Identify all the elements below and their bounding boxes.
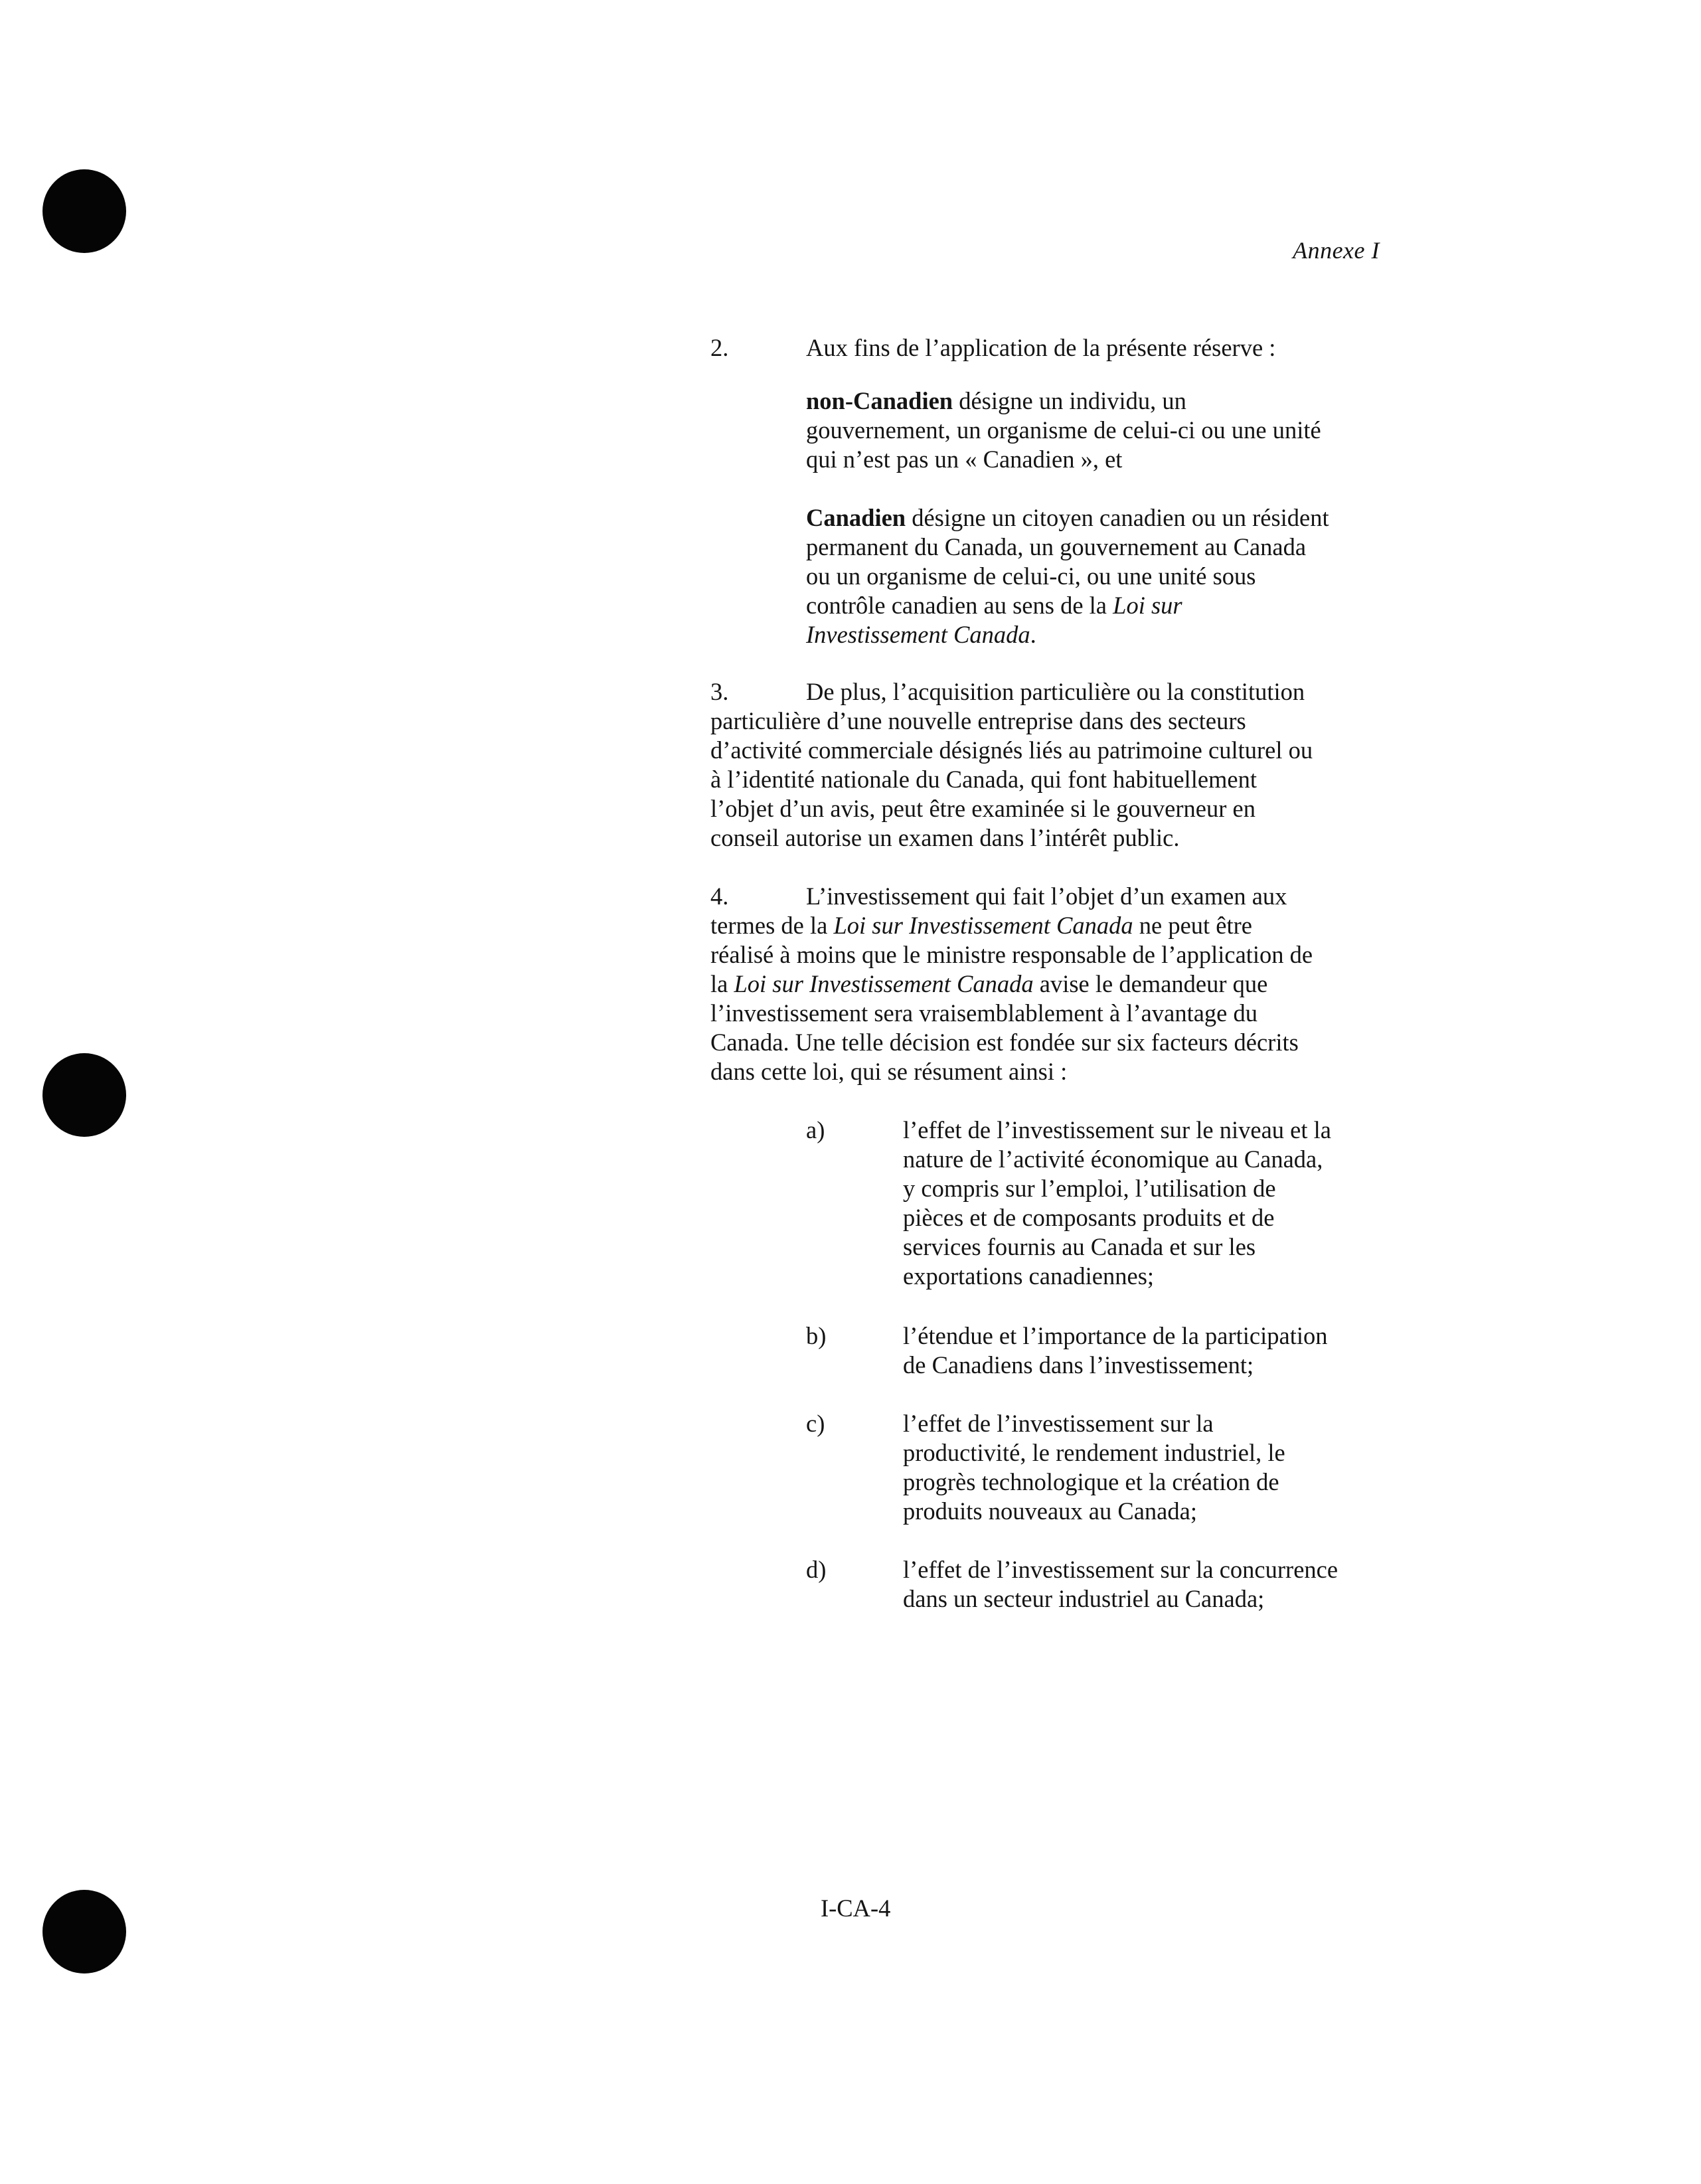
para2-number: 2.: [710, 334, 729, 361]
item-d-label: d): [806, 1556, 827, 1583]
term-canadien: Canadien: [806, 504, 906, 531]
item-c-text: l’effet de l’investissement sur la productivité, le rendement industriel, le progrès technologique et la création de produits nouveaux au Canada;: [903, 1410, 1285, 1525]
item-b-text: l’étendue et l’importance de la participation de Canadiens dans l’investissement;: [903, 1322, 1328, 1379]
annex-header: Annexe I: [1293, 237, 1380, 264]
binder-hole-bottom: [42, 1890, 126, 1974]
item-d-text: l’effet de l’investissement sur la concurrence dans un secteur industriel au Canada;: [903, 1556, 1338, 1612]
definition-non-canadien: non-Canadien désigne un individu, un gouvernement, un organisme de celui-ci ou une unité qui n’est pas un « Canadien », et: [806, 387, 1321, 473]
definition-canadien: Canadien désigne un citoyen canadien ou un résident permanent du Canada, un gouvernement au Canada ou un organisme de celui-ci, ou une unité sous contrôle canadien au sens de la Loi sur Investissement Canada.: [806, 504, 1329, 648]
para2-intro: Aux fins de l’application de la présente réserve :: [806, 334, 1276, 361]
item-b-label: b): [806, 1322, 827, 1349]
item-a-text: l’effet de l’investissement sur le niveau et la nature de l’activité économique au Canada, y compris sur l’emploi, l’utilisation de pièces et de composants produits et de services fournis au Canada et sur les exportations canadiennes;: [903, 1116, 1331, 1290]
para4-number: 4.: [710, 882, 729, 910]
para3-number: 3.: [710, 678, 729, 705]
item-c-label: c): [806, 1410, 825, 1437]
binder-hole-middle: [42, 1053, 126, 1137]
term-non-canadien: non-Canadien: [806, 387, 953, 414]
paragraph-3: 3. De plus, l’acquisition particulière ou la constitution particulière d’une nouvelle entreprise dans des secteurs d’activité commerciale désignés liés au patrimoine culturel ou à l’identité nationale du Canada, qui font habituellement l’objet d’un avis, peut être examinée si le gouverneur en conseil autorise un examen dans l’intérêt public.: [710, 678, 1313, 851]
binder-hole-top: [42, 169, 126, 253]
paragraph-4: 4. L’investissement qui fait l’objet d’un examen aux termes de la Loi sur Investissement Canada ne peut être réalisé à moins que le ministre responsable de l’application de la Loi sur Investissement Canada avise le demandeur que l’investissement sera vraisemblablement à l’avantage du Canada. Une telle décision est fondée sur six facteurs décrits dans cette loi, qui se résument ainsi :: [710, 882, 1313, 1085]
item-a-label: a): [806, 1116, 825, 1143]
page-number: I-CA-4: [821, 1894, 891, 1922]
